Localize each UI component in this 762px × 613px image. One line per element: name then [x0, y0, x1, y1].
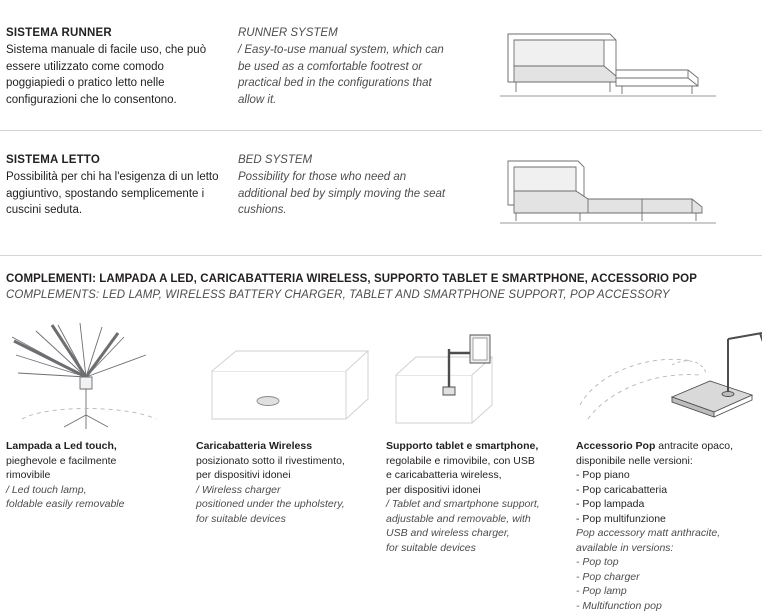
complement-pop-accessory-list-2: - Pop caricabatteria	[576, 483, 762, 498]
feature-runner-body-it: Sistema manuale di facile uso, che può essere utilizzato come comodo poggiapiedi o pratico letto nelle configurazioni che lo consentono.	[6, 42, 224, 108]
complement-pop-accessory-en-line-5: - Pop lamp	[576, 584, 762, 599]
complement-pop-accessory-caption	[576, 439, 762, 613]
complements-heading	[0, 256, 762, 303]
feature-runner-title-it: SISTEMA RUNNER	[6, 26, 224, 41]
feature-runner-title-en: RUNNER SYSTEM	[238, 26, 456, 41]
complement-tablet-support-it-line-2: e caricabatteria wireless,	[386, 468, 562, 483]
sofa-runner-diagram	[492, 26, 732, 106]
complement-tablet-support-label: Supporto tablet e smartphone,	[386, 440, 538, 452]
complement-led-lamp-it-line-2: rimovibile	[6, 468, 182, 483]
feature-runner-image	[470, 26, 754, 106]
feature-bed-italian	[6, 153, 238, 219]
complement-pop-accessory-en-line-1: Pop accessory matt anthracite,	[576, 526, 762, 541]
sofa-bed-diagram	[492, 153, 732, 233]
complement-led-lamp-caption	[6, 439, 182, 512]
feature-runner-body-en: / Easy-to-use manual system, which can be used as a comfortable footrest or practical bed in the configurations that allow it.	[238, 42, 456, 108]
complement-wireless-charger-label: Caricabatteria Wireless	[196, 440, 312, 452]
complements-grid	[0, 303, 762, 613]
complement-wireless-charger-it-line-2: per dispositivi idonei	[196, 468, 372, 483]
wireless-charger-illustration	[196, 319, 372, 439]
complement-tablet-support-en-line-3: USB and wireless charger,	[386, 526, 562, 541]
complement-led-lamp-en-line-1: / Led touch lamp,	[6, 483, 182, 498]
complement-tablet-support-it-line-1: regolabile e rimovibile, con USB	[386, 454, 562, 469]
feature-row-runner	[0, 0, 762, 108]
complement-pop-accessory-list-4: - Pop multifunzione	[576, 512, 762, 527]
complement-item-pop-accessory	[576, 319, 762, 613]
tablet-smartphone-support-illustration	[386, 319, 562, 439]
complement-tablet-support-en-line-4: for suitable devices	[386, 541, 562, 556]
complement-item-tablet-support	[386, 319, 576, 613]
complement-tablet-support-it-line-3: per dispositivi idonei	[386, 483, 562, 498]
complement-item-led-lamp	[6, 319, 196, 613]
feature-bed-title-it: SISTEMA LETTO	[6, 153, 224, 168]
feature-bed-image	[470, 153, 754, 233]
feature-bed-body-en: Possibility for those who need an additional bed by simply moving the seat cushions.	[238, 169, 456, 219]
feature-bed-english	[238, 153, 470, 219]
feature-runner-italian	[6, 26, 238, 108]
complement-pop-accessory-list-1: - Pop piano	[576, 468, 762, 483]
complement-pop-accessory-label-tail: antracite opaco,	[655, 440, 733, 452]
complement-pop-accessory-label: Accessorio Pop	[576, 440, 655, 452]
complement-wireless-charger-caption	[196, 439, 372, 526]
complement-wireless-charger-en-line-2: positioned under the upholstery,	[196, 497, 372, 512]
led-touch-lamp-illustration	[6, 319, 182, 439]
complement-wireless-charger-it-line-1: posizionato sotto il rivestimento,	[196, 454, 372, 469]
complements-title-en: COMPLEMENTS: LED LAMP, WIRELESS BATTERY CHARGER, TABLET AND SMARTPHONE SUPPORT, POP ACCESSORY	[6, 288, 754, 303]
complement-item-wireless-charger	[196, 319, 386, 613]
complement-tablet-support-caption	[386, 439, 562, 555]
complement-pop-accessory-en-line-2: available in versions:	[576, 541, 762, 556]
complements-title-it: COMPLEMENTI: LAMPADA A LED, CARICABATTERIA WIRELESS, SUPPORTO TABLET E SMARTPHONE, ACCESSORIO POP	[6, 272, 754, 287]
feature-runner-english	[238, 26, 470, 108]
complement-pop-accessory-list-3: - Pop lampada	[576, 497, 762, 512]
complement-pop-accessory-en-line-6: - Multifunction pop	[576, 599, 762, 613]
complement-led-lamp-it-line-1: pieghevole e facilmente	[6, 454, 182, 469]
complement-wireless-charger-en-line-1: / Wireless charger	[196, 483, 372, 498]
complement-led-lamp-en-line-2: foldable easily removable	[6, 497, 182, 512]
feature-row-bed	[0, 131, 762, 233]
complement-pop-accessory-en-line-3: - Pop top	[576, 555, 762, 570]
pop-accessory-illustration	[576, 319, 762, 439]
complement-pop-accessory-it-line-1: disponibile nelle versioni:	[576, 454, 762, 469]
feature-bed-body-it: Possibilità per chi ha l'esigenza di un letto aggiuntivo, spostando semplicemente i cuscini seduta.	[6, 169, 224, 219]
feature-bed-title-en: BED SYSTEM	[238, 153, 456, 168]
complement-led-lamp-label: Lampada a Led touch,	[6, 440, 117, 452]
complement-tablet-support-en-line-1: / Tablet and smartphone support,	[386, 497, 562, 512]
complement-pop-accessory-en-line-4: - Pop charger	[576, 570, 762, 585]
complement-tablet-support-en-line-2: adjustable and removable, with	[386, 512, 562, 527]
complement-wireless-charger-en-line-3: for suitable devices	[196, 512, 372, 527]
